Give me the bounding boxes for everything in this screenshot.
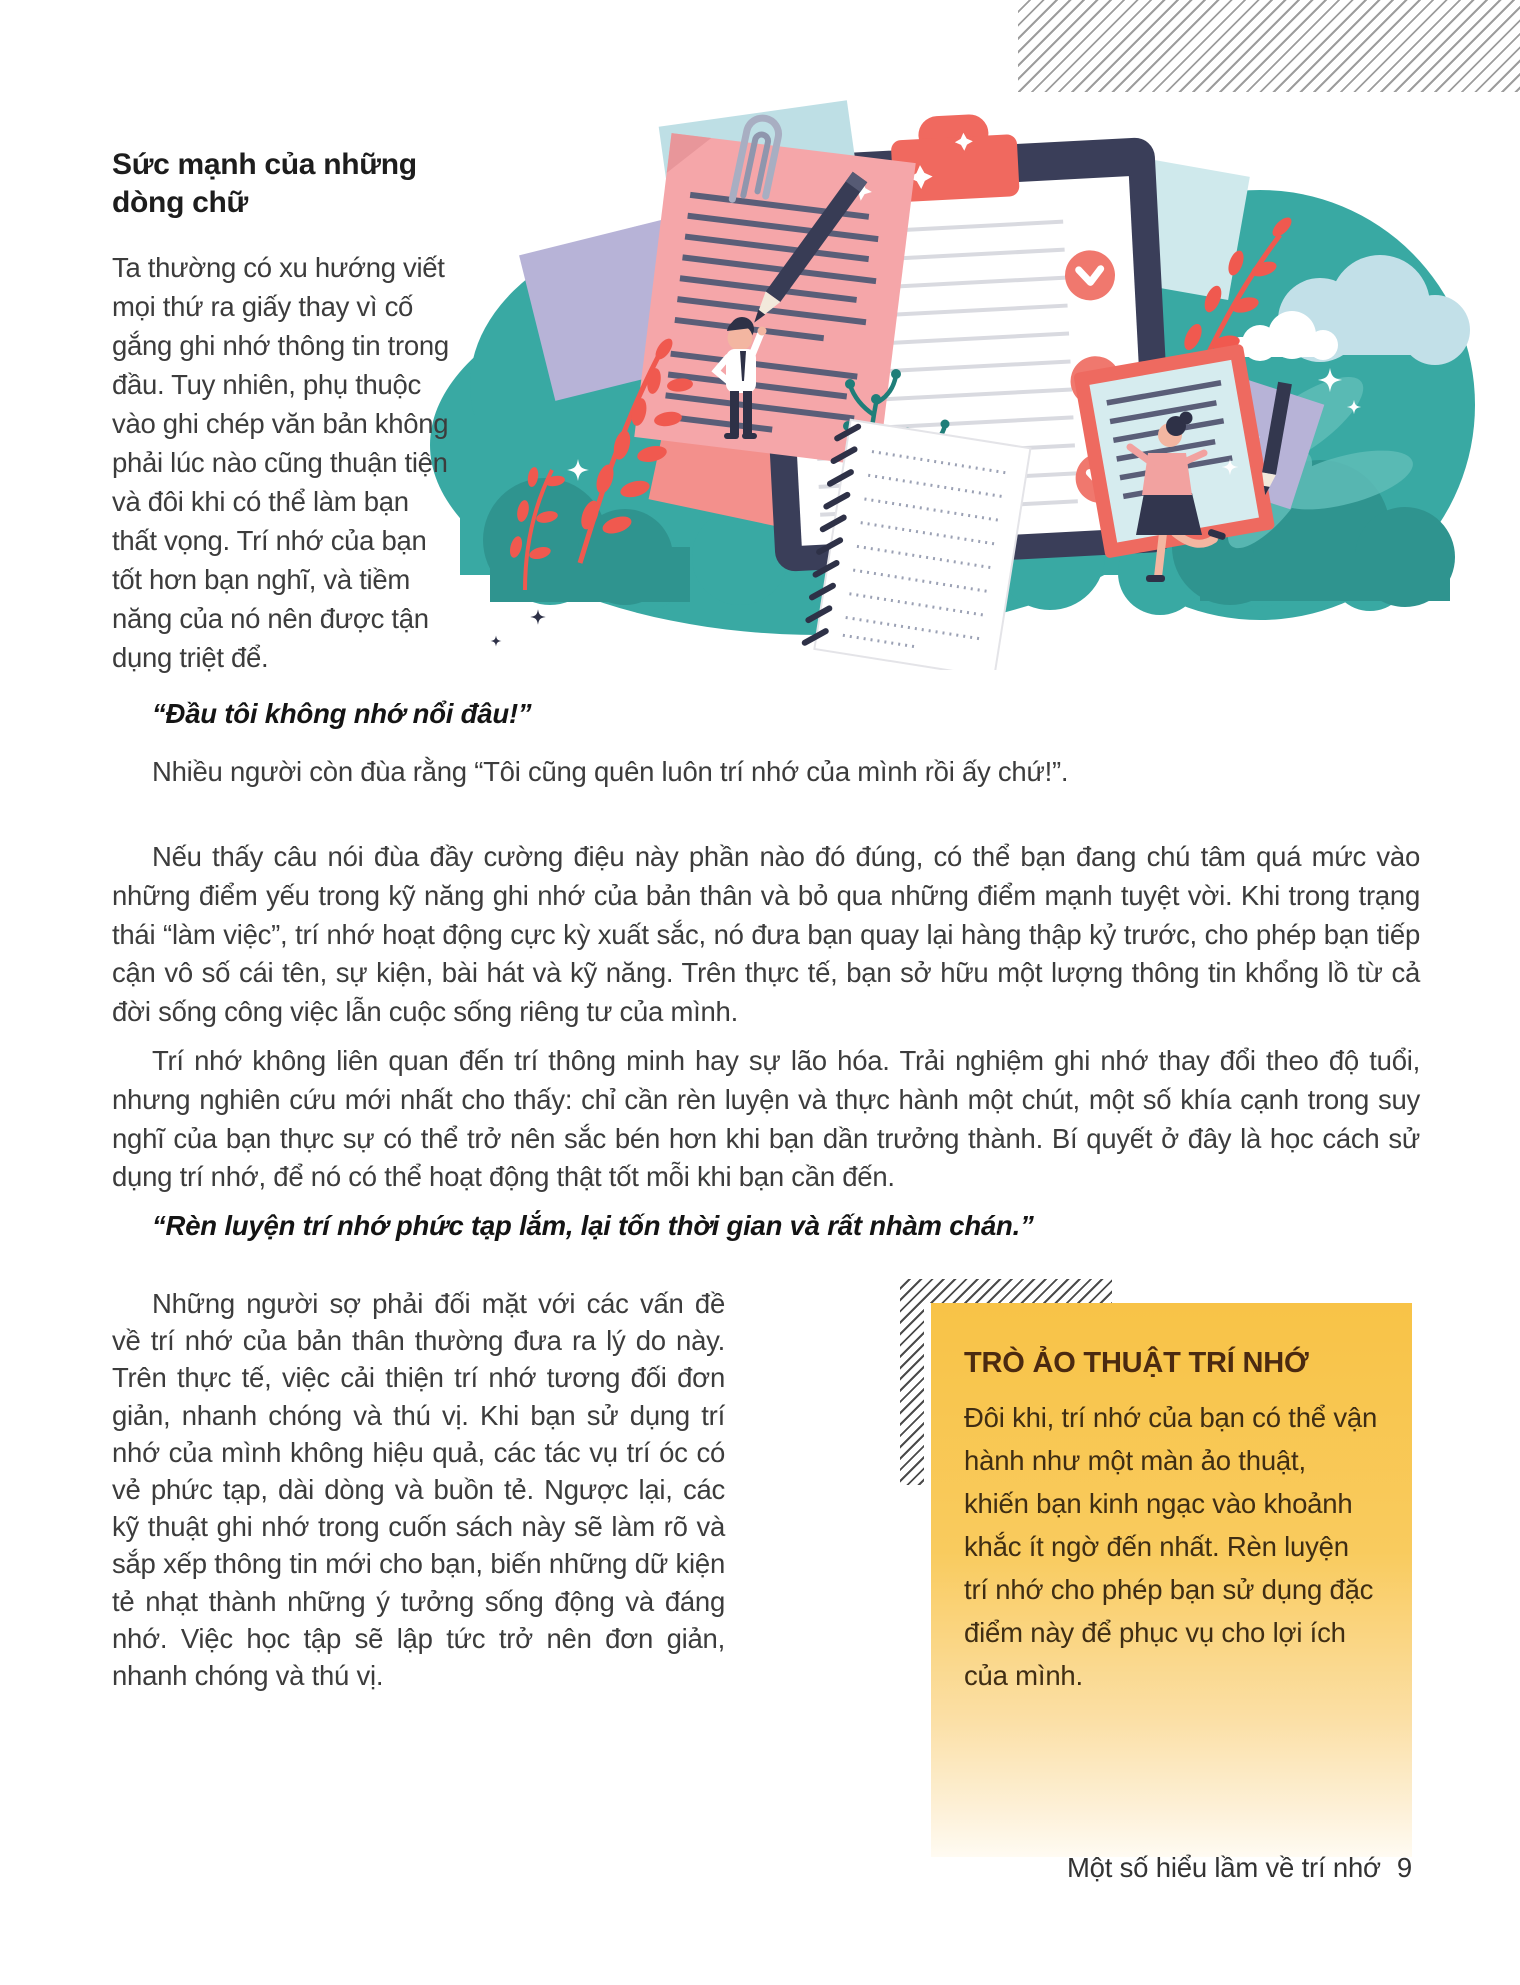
hatch-decoration-callout-left	[900, 1279, 924, 1485]
paragraph-2: Nếu thấy câu nói đùa đầy cường điệu này phần nào đó đúng, có thể bạn đang chú tâm quá mức vào những điểm yếu trong kỹ năng ghi nhớ của bản thân và bỏ qua những điểm mạnh tuyệt vời. Khi trong trạng thái “làm việc”, trí nhớ hoạt động cực kỳ xuất sắc, nó đưa bạn quay lại hàng thập kỷ trước, cho phép bạn tiếp cận vô số cái tên, sự kiện, bài hát và kỹ năng. Trên thực tế, bạn sở hữu một lượng thông tin khổng lồ từ cả đời sống công việc lẫn cuộc sống riêng tư của mình.	[112, 841, 1420, 1028]
quote-1: “Đầu tôi không nhớ nổi đâu!”	[152, 698, 532, 729]
paragraph-4: Những người sợ phải đối mặt với các vấn đề về trí nhớ của bản thân thường đưa ra lý do này. Trên thực tế, việc cải thiện trí nhớ tương đối đơn giản, nhanh chóng và thú vị. Khi bạn sử dụng trí nhớ của mình không hiệu quả, các tác vụ trí óc có vẻ phức tạp, dài dòng và buồn tẻ. Ngược lại, các kỹ thuật ghi nhớ trong cuốn sách này sẽ làm rõ và sắp xếp thông tin mới cho bạn, biến những dữ kiện tẻ nhạt thành những ý tưởng sống động và đáng nhớ. Việc học tập sẽ lập tức trở nên đơn giản, nhanh chóng và thú vị.	[112, 1288, 725, 1692]
callout-title: TRÒ ẢO THUẬT TRÍ NHỚ	[964, 1347, 1309, 1379]
intro-paragraph: Ta thường có xu hướng viết mọi thứ ra giấy thay vì cố gắng ghi nhớ thông tin trong đầu. Tuy nhiên, phụ thuộc vào ghi chép văn bản không phải lúc nào cũng thuận tiện và đôi khi có thể làm bạn thất vọng. Trí nhớ của bạn tốt hơn bạn nghĩ, và tiềm năng của nó nên được tận dụng triệt để.	[112, 252, 449, 673]
hatch-decoration-callout-top	[900, 1279, 1112, 1303]
paragraph-1: Nhiều người còn đùa rằng “Tôi cũng quên luôn trí nhớ của mình rồi ấy chứ!”.	[152, 756, 1069, 787]
running-title: Một số hiểu lầm về trí nhớ	[1066, 1852, 1381, 1883]
quote-2: “Rèn luyện trí nhớ phức tạp lắm, lại tốn thời gian và rất nhàm chán.”	[152, 1210, 1034, 1241]
hatch-decoration-top-right	[1018, 0, 1520, 92]
memory-magic-callout	[931, 1303, 1412, 1857]
callout-body: Đôi khi, trí nhớ của bạn có thể vận hành như một màn ảo thuật, khiến bạn kinh ngạc vào khoảnh khắc ít ngờ đến nhất. Rèn luyện trí nhớ cho phép bạn sử dụng đặc điểm này để phục vụ cho lợi ích của mình.	[964, 1402, 1378, 1691]
section-heading: Sức mạnh của những dòng chữ	[112, 148, 417, 219]
page-footer	[412, 1852, 1412, 1884]
page-number: 9	[1396, 1852, 1412, 1883]
memory-notes-illustration	[430, 85, 1490, 670]
paragraph-3: Trí nhớ không liên quan đến trí thông minh hay sự lão hóa. Trải nghiệm ghi nhớ thay đổi theo độ tuổi, nhưng nghiên cứu mới nhất cho thấy: chỉ cần rèn luyện và thực hành một chút, một số khía cạnh trong suy nghĩ của bạn thực sự có thể trở nên sắc bén hơn khi bạn dần trưởng thành. Bí quyết ở đây là học cách sử dụng trí nhớ, để nó có thể hoạt động thật tốt mỗi khi bạn cần đến.	[112, 1045, 1420, 1193]
